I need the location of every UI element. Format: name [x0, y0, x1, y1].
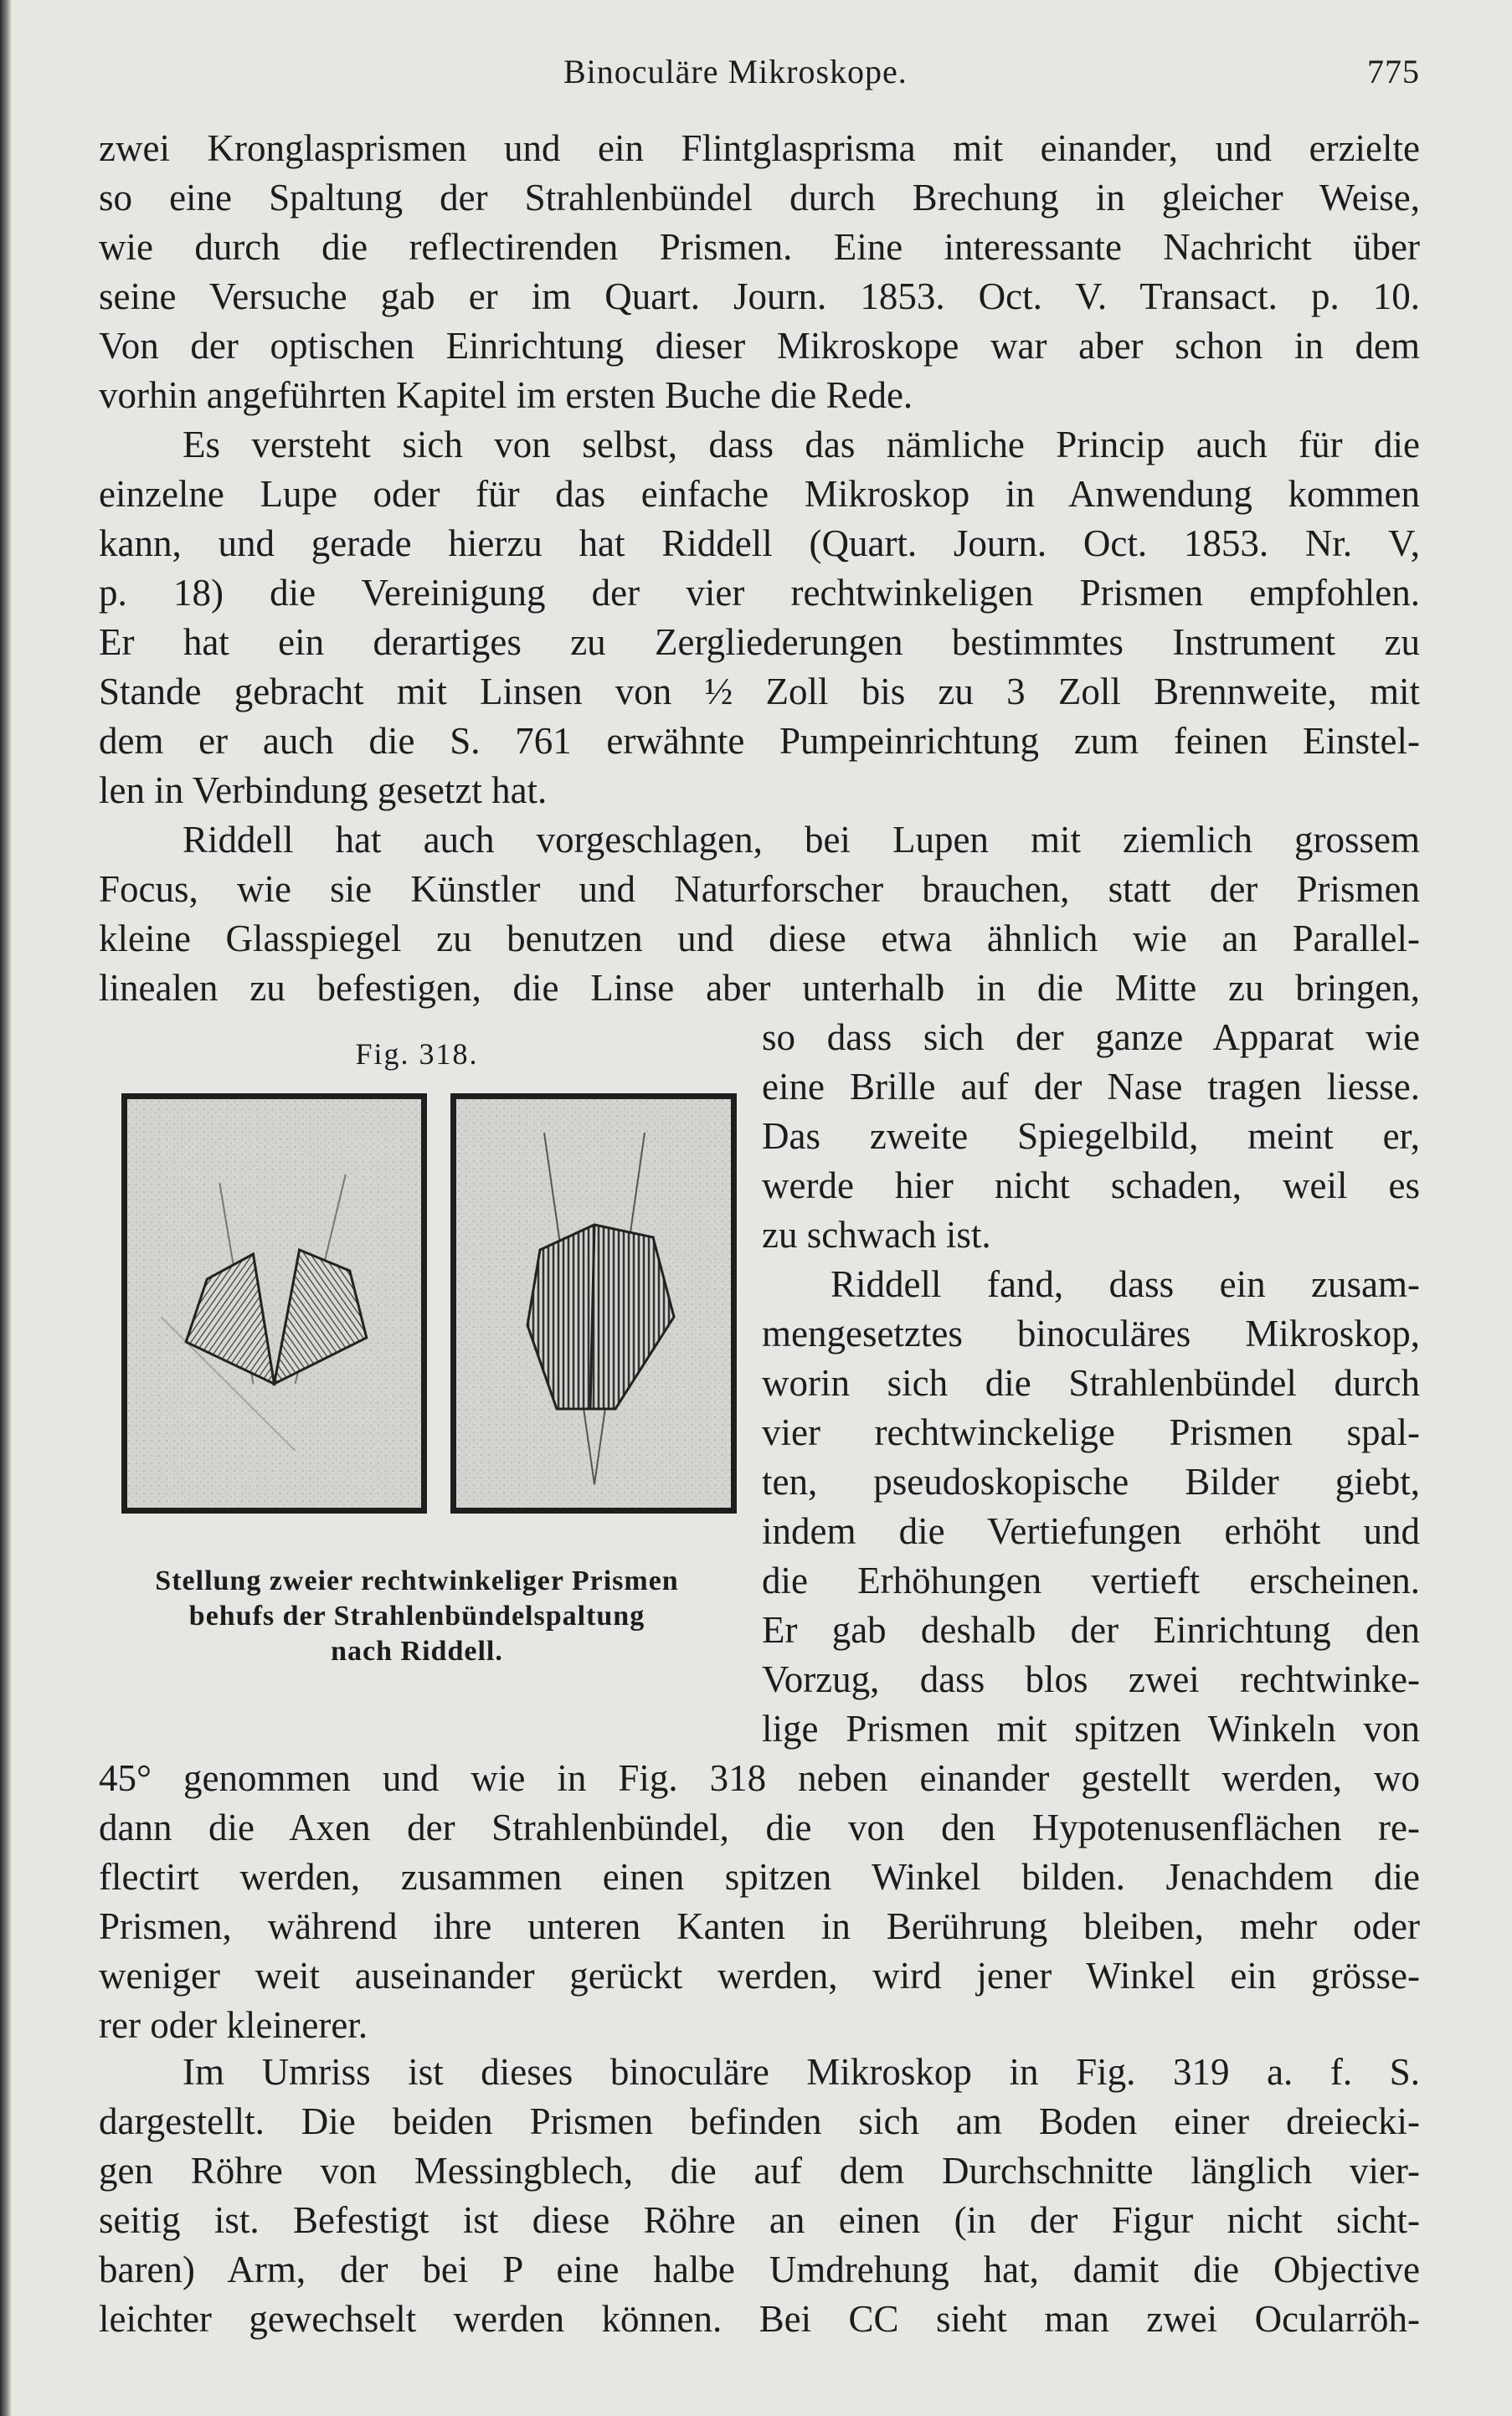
page-binding-edge [0, 0, 12, 2416]
text-line: Er gab deshalb der Einrichtung den [762, 1609, 1420, 1651]
text-line: linealen zu befestigen, die Linse aber unterhalb in die Mitte zu bringen, [99, 967, 1420, 1009]
text-line: Prismen, während ihre unteren Kanten in Berührung bleiben, mehr oder [99, 1905, 1420, 1947]
paragraph-4 [762, 1260, 1420, 1754]
text-line: Vorzug, dass blos zwei rechtwinke- [762, 1658, 1420, 1700]
text-line: dann die Axen der Strahlenbündel, die von den Hypotenusenflächen re- [99, 1807, 1420, 1848]
running-title: Binoculäre Mikroskope. [563, 53, 908, 90]
text-line: Riddell hat auch vorgeschlagen, bei Lupen mit ziemlich grossem [183, 819, 1420, 861]
paragraph-4-continued [99, 1754, 1420, 2050]
running-header [99, 52, 1420, 102]
paragraph-5 [99, 2048, 1420, 2344]
paragraph-3-continued [762, 1013, 1420, 1260]
paragraph-2 [99, 420, 1420, 815]
page-number: 775 [1367, 53, 1420, 90]
figure-caption [99, 1564, 735, 1669]
text-line: dem er auch die S. 761 erwähnte Pumpeinrichtung zum feinen Einstel- [99, 720, 1420, 762]
text-line: seitig ist. Befestigt ist diese Röhre an einen (in der Figur nicht sicht- [99, 2199, 1420, 2241]
text-line: einzelne Lupe oder für das einfache Mikroskop in Anwendung kommen [99, 473, 1420, 515]
text-line: len in Verbindung gesetzt hat. [99, 769, 548, 811]
text-line: Er hat ein derartiges zu Zergliederungen bestimmtes Instrument zu [99, 621, 1420, 663]
text-line: gen Röhre von Messingblech, die auf dem Durchschnitte länglich vier- [99, 2150, 1420, 2192]
text-line: Focus, wie sie Künstler und Naturforscher brauchen, statt der Prismen [99, 868, 1420, 910]
text-line: dargestellt. Die beiden Prismen befinden sich am Boden einer dreiecki- [99, 2100, 1420, 2142]
text-line: seine Versuche gab er im Quart. Journ. 1853. Oct. V. Transact. p. 10. [99, 275, 1420, 317]
text-line: vorhin angeführten Kapitel im ersten Buche die Rede. [99, 374, 913, 416]
caption-line: Stellung zweier rechtwinkeliger Prismen [155, 1565, 679, 1596]
text-line: Riddell fand, dass ein zusam- [831, 1263, 1420, 1305]
text-line: vier rechtwinckelige Prismen spal- [762, 1411, 1420, 1453]
figure-318-right-panel [450, 1093, 737, 1514]
text-line: zu schwach ist. [762, 1214, 991, 1256]
text-line: Das zweite Spiegelbild, meint er, [762, 1115, 1420, 1157]
text-line: indem die Vertiefungen erhöht und [762, 1510, 1420, 1552]
text-line: p. 18) die Vereinigung der vier rechtwinkeligen Prismen empfohlen. [99, 572, 1420, 614]
text-line: wie durch die reflectirenden Prismen. Eine interessante Nachricht über [99, 226, 1420, 268]
caption-line: nach Riddell. [331, 1636, 503, 1667]
text-line: Stande gebracht mit Linsen von ½ Zoll bis zu 3 Zoll Brennweite, mit [99, 671, 1420, 712]
text-line: baren) Arm, der bei P eine halbe Umdrehung hat, damit die Objective [99, 2249, 1420, 2290]
text-line: Es versteht sich von selbst, dass das nämliche Princip auch für die [183, 424, 1420, 465]
paragraph-1 [99, 124, 1420, 420]
text-line: so dass sich der ganze Apparat wie [762, 1016, 1420, 1058]
text-line: flectirt werden, zusammen einen spitzen Winkel bilden. Jenachdem die [99, 1856, 1420, 1898]
text-line: leichter gewechselt werden können. Bei CC sieht man zwei Ocularröh- [99, 2298, 1420, 2340]
text-line: eine Brille auf der Nase tragen liesse. [762, 1066, 1420, 1108]
text-line: Im Umriss ist dieses binoculäre Mikroskop in Fig. 319 a. f. S. [183, 2051, 1420, 2093]
text-line: ten, pseudoskopische Bilder giebt, [762, 1461, 1420, 1503]
text-line: Von der optischen Einrichtung dieser Mikroskope war aber schon in dem [99, 325, 1420, 367]
figure-318-left-panel [121, 1093, 427, 1514]
text-line: kann, und gerade hierzu hat Riddell (Quart. Journ. Oct. 1853. Nr. V, [99, 522, 1420, 564]
text-line: worin sich die Strahlenbündel durch [762, 1362, 1420, 1404]
text-line: rer oder kleinerer. [99, 2004, 368, 2046]
text-line: lige Prismen mit spitzen Winkeln von [762, 1708, 1420, 1750]
caption-line: behufs der Strahlenbündelspaltung [188, 1601, 645, 1632]
paragraph-3 [99, 815, 1420, 1013]
text-line: 45° genommen und wie in Fig. 318 neben einander gestellt werden, wo [99, 1757, 1420, 1799]
prism-pair-diagram-open [127, 1099, 421, 1508]
text-line: weniger weit auseinander gerückt werden, wird jener Winkel ein grösse- [99, 1955, 1420, 1997]
text-line: die Erhöhungen vertieft erscheinen. [762, 1560, 1420, 1601]
text-line: mengesetztes binoculäres Mikroskop, [762, 1313, 1420, 1355]
prism-pair-diagram-closed [456, 1099, 731, 1508]
text-line: zwei Kronglasprismen und ein Flintglasprisma mit einander, und erzielte [99, 127, 1420, 169]
text-line: so eine Spaltung der Strahlenbündel durch Brechung in gleicher Weise, [99, 177, 1420, 218]
text-line: kleine Glasspiegel zu benutzen und diese etwa ähnlich wie an Parallel- [99, 918, 1420, 959]
figure-label: Fig. 318. [355, 1037, 479, 1071]
text-line: werde hier nicht schaden, weil es [762, 1164, 1420, 1206]
